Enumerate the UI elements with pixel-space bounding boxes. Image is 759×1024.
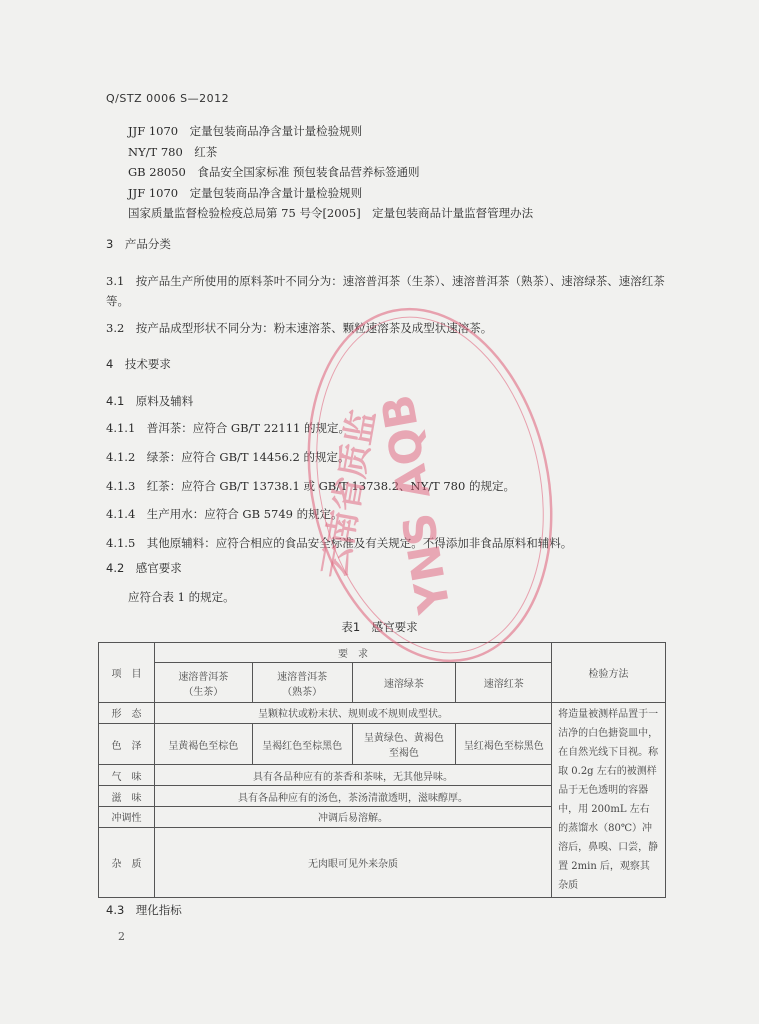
row-value: 呈颗粒状或粉末状、规则或不规则成型状。 xyxy=(154,703,551,724)
table-row xyxy=(99,703,666,724)
reference-item: JJF 1070 定量包装商品净含量计量检验规则 xyxy=(128,185,363,200)
reference-item: JJF 1070 定量包装商品净含量计量检验规则 xyxy=(128,124,363,138)
row-value: 呈红褐色至棕黑色 xyxy=(456,723,552,765)
section-4-1-heading: 4.1 原料及辅料 xyxy=(106,394,194,408)
paragraph-4-1-1: 4.1.1 普洱茶：应符合 GB/T 22111 的规定。 xyxy=(106,421,350,435)
paragraph-3-2: 3.2 按产品成型形状不同分为：粉末速溶茶、颗粒速溶茶及成型状速溶茶。 xyxy=(106,321,493,335)
row-value: 冲调后易溶解。 xyxy=(154,807,551,828)
method-cell: 将造量被测样品置于一洁净的白色搪瓷皿中，在自然光线下目视。称取 0.2g 左右的被测样品于无色透明的容器中，用 200mL 左右的蒸馏水（80℃）冲溶后，鼻嗅、口尝，静置 2min 后，观察其杂质 xyxy=(552,703,666,898)
row-value: 呈褐红色至棕黑色 xyxy=(252,723,352,765)
reference-list xyxy=(128,121,533,224)
paragraph-4-1-3: 4.1.3 红茶：应符合 GB/T 13738.1 或 GB/T 13738.2、NY/T 780 的规定。 xyxy=(106,479,515,493)
row-label: 滋 味 xyxy=(99,786,155,807)
table-reference-note: 应符合表 1 的规定。 xyxy=(128,590,235,604)
row-label: 形 态 xyxy=(99,703,155,724)
paragraph-3-1: 3.1 按产品生产所使用的原料茶叶不同分为：速溶普洱茶（生茶）、速溶普洱茶（熟茶）、速溶绿茶、速溶红茶等。 xyxy=(106,274,665,308)
row-value: 无肉眼可见外来杂质 xyxy=(154,827,551,897)
header-col-4: 速溶红茶 xyxy=(456,663,552,703)
header-item: 项 目 xyxy=(99,643,155,703)
section-4-heading: 4 技术要求 xyxy=(106,357,171,371)
header-col-1: 速溶普洱茶 （生茶） xyxy=(154,663,252,703)
reference-item: NY/T 780 红茶 xyxy=(128,144,218,159)
section-4-3-heading: 4.3 理化指标 xyxy=(106,903,182,917)
document-code: Q/STZ 0006 S—2012 xyxy=(106,92,230,105)
table-caption: 表1 感官要求 xyxy=(341,620,418,634)
section-3-heading: 3 产品分类 xyxy=(106,237,171,251)
header-requirement: 要 求 xyxy=(154,643,551,663)
svg-text:YNS AQB: YNS AQB xyxy=(372,390,461,617)
sensory-requirements-table xyxy=(98,642,666,898)
row-value: 呈黄绿色、黄褐色 至褐色 xyxy=(352,723,456,765)
row-label: 冲调性 xyxy=(99,807,155,828)
row-label: 气 味 xyxy=(99,765,155,786)
header-col-3: 速溶绿茶 xyxy=(352,663,456,703)
svg-text:云南省质监: 云南省质监 xyxy=(314,407,384,582)
reference-item: 国家质量监督检验检疫总局第 75 号令[2005] 定量包装商品计量监督管理办法 xyxy=(128,206,534,220)
row-label: 色 泽 xyxy=(99,723,155,765)
section-4-2-heading: 4.2 感官要求 xyxy=(106,561,182,575)
header-col-2: 速溶普洱茶 （熟茶） xyxy=(252,663,352,703)
paragraph-4-1-2: 4.1.2 绿茶：应符合 GB/T 14456.2 的规定。 xyxy=(106,450,350,464)
reference-item: GB 28050 食品安全国家标准 预包装食品营养标签通则 xyxy=(128,165,420,179)
row-value: 呈黄褐色至棕色 xyxy=(154,723,252,765)
row-value: 具有各品种应有的茶香和茶味，无其他异味。 xyxy=(154,765,551,786)
paragraph-4-1-4: 4.1.4 生产用水：应符合 GB 5749 的规定。 xyxy=(106,507,343,521)
page-number: 2 xyxy=(118,930,125,943)
paragraph-4-1-5: 4.1.5 其他原辅料：应符合相应的食品安全标准及有关规定。不得添加非食品原料和辅料。 xyxy=(106,536,573,550)
header-method: 检验方法 xyxy=(552,643,666,703)
row-label: 杂 质 xyxy=(99,827,155,897)
row-value: 具有各品种应有的汤色，茶汤清澈透明，滋味醇厚。 xyxy=(154,786,551,807)
